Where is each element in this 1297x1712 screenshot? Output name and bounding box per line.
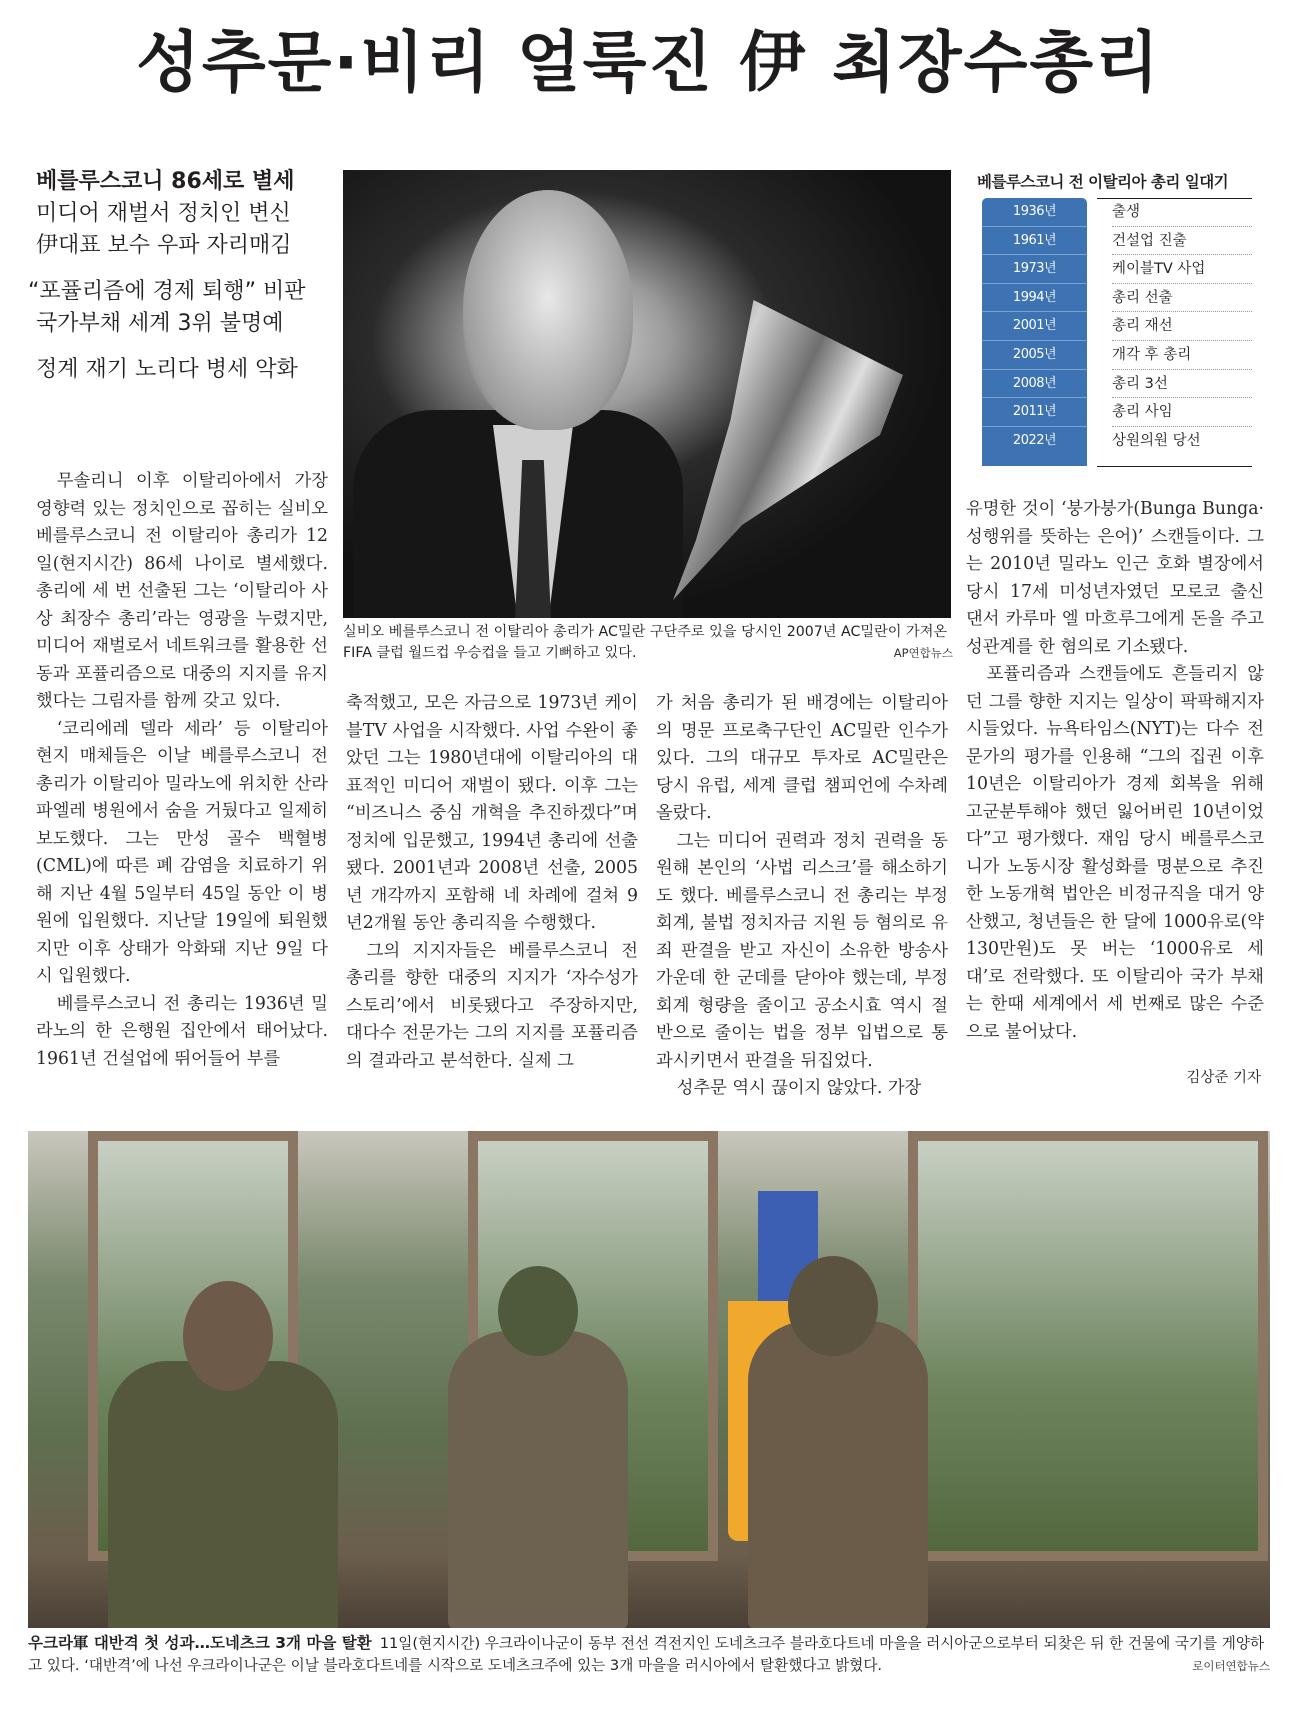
main-photo-credit: AP연합뉴스 (893, 646, 953, 660)
soldier-right-helmet (788, 1256, 878, 1356)
timeline-event: 상원의원 당선 (1112, 432, 1201, 449)
timeline-event: 총리 사임 (1112, 398, 1252, 427)
timeline-event: 출생 (1112, 198, 1252, 227)
timeline-event: 개각 후 총리 (1112, 341, 1252, 370)
subhead-1: 베를루스코니 86세로 별세 (36, 169, 295, 194)
timeline-row (980, 341, 1260, 370)
timeline-row (980, 198, 1260, 227)
article-paragraph: ‘코리에레 델라 세라’ 등 이탈리아 현지 매체들은 이날 베를루스코니 전 총리가 이탈리아 밀라노에 위치한 산라파엘레 병원에서 숨을 거뒀다고 일제히 보도했다. 그는 만성 골수 백혈병(CML)에 따른 폐 감염을 치료하기 위해 지난 4월 5일부터 45일 동안 이 병원에 입원했다. 지난달 19일에 퇴원했지만 이후 상태가 악화돼 지난 9일 다시 입원했다. (36, 718, 328, 986)
timeline-year: 1961년 (982, 227, 1087, 256)
timeline-event: 건설업 진출 (1112, 227, 1252, 256)
article-column-2 (346, 690, 638, 1075)
timeline-box (977, 170, 1260, 449)
timeline-year: 1994년 (982, 284, 1087, 313)
timeline-year: 2001년 (982, 312, 1087, 341)
timeline-year: 2008년 (982, 370, 1087, 399)
ukraine-flag-photo (28, 1131, 1270, 1628)
timeline-event: 총리 3선 (1112, 370, 1252, 399)
timeline-row (980, 284, 1260, 313)
article-column-4 (966, 496, 1264, 1046)
article-column-3 (656, 690, 948, 1103)
timeline-row (980, 370, 1260, 399)
bottom-photo-caption (28, 1632, 1270, 1677)
timeline-row (980, 255, 1260, 284)
article-paragraph: 포퓰리즘과 스캔들에도 흔들리지 않던 그를 향한 지지는 일상이 팍팍해지자 시들었다. 뉴욕타임스(NYT)는 다수 전문가의 평가를 인용해 “그의 집권 이후 10년은 이탈리아가 경제 회복을 위해 고군분투해야 했던 잃어버린 10년이었다”고 평가했다. 재임 당시 베를루스코니가 노동시장 활성화를 명분으로 추진한 노동개혁 법안은 비정규직을 대거 양산했고, 청년들은 한 달에 1000유로(약 130만원)도 못 버는 ‘1000유로 세대’로 전락했다. 또 이탈리아 국가 부채는 한때 세계에서 세 번째로 많은 수준으로 불어났다. (966, 664, 1264, 1042)
subhead-4: “포퓰리즘에 경제 퇴행” 비판 (28, 279, 306, 304)
article-paragraph: 성추문 역시 끊이지 않았다. 가장 (676, 1078, 922, 1098)
timeline-bottom-rule (1097, 466, 1252, 467)
timeline-title: 베를루스코니 전 이탈리아 총리 일대기 (977, 173, 1229, 191)
soldier-left-head (183, 1281, 273, 1391)
article-paragraph: 베를루스코니 전 총리는 1936년 밀라노의 한 은행원 집안에서 태어났다. 1961년 건설업에 뛰어들어 부를 (36, 993, 328, 1069)
subhead-2: 미디어 재벌서 정치인 변신 (36, 201, 291, 226)
photo-window-shape (908, 1131, 1268, 1561)
soldier-middle-helmet (498, 1266, 578, 1356)
main-photo-caption-text: 실비오 베를루스코니 전 이탈리아 총리가 AC밀란 구단주로 있을 당시인 2007년 AC밀란이 가져온 FIFA 클럽 월드컵 우승컵을 들고 기뻐하고 있다. (343, 624, 948, 661)
timeline-event: 총리 선출 (1112, 284, 1252, 313)
byline: 김상준 기자 (1186, 1070, 1261, 1086)
subhead-5: 국가부채 세계 3위 불명예 (36, 311, 284, 336)
bottom-photo-caption-text: 11일(현지시간) 우크라이나군이 동부 전선 격전지인 도네츠크주 블라호다트네 마을을 러시아군으로부터 되찾은 뒤 한 건물에 국기를 게양하고 있다. ‘대반격’에 나선 우크라이나군은 이날 블라호다트네를 시작으로 도네츠크주에 있는 3개 마을을 러시아에서 탈환했다고 밝혔다. (28, 1635, 1265, 1674)
soldier-middle (448, 1331, 628, 1628)
timeline-year: 1973년 (982, 255, 1087, 284)
article-paragraph: 유명한 것이 ‘붕가붕가(Bunga Bunga·성행위를 뜻하는 은어)’ 스캔들이다. 그는 2010년 밀라노 인근 호화 별장에서 당시 17세 미성년자였던 모로코 출신 댄서 카루마 엘 마흐루그에게 돈을 주고 성관계를 한 혐의로 기소됐다. (966, 499, 1264, 657)
bottom-photo-credit: 로이터연합뉴스 (1192, 1659, 1270, 1673)
article-paragraph: 그의 지지자들은 베를루스코니 전 총리를 향한 대중의 지지가 ‘자수성가 스토리’에서 비롯됐다고 주장하지만, 대다수 전문가는 그의 지지를 포퓰리즘의 결과라고 분석한다. 실제 그 (346, 940, 638, 1071)
main-photo-caption (343, 622, 953, 664)
article-paragraph: 축적했고, 모은 자금으로 1973년 케이블TV 사업을 시작했다. 사업 수완이 좋았던 그는 1980년대에 이탈리아의 대표적인 미디어 재벌이 됐다. 이후 그는 “비즈니스 중심 개혁을 추진하겠다”며 정치에 입문했고, 1994년 총리에 선출됐다. 2001년과 2008년 선출, 2005년 개각까지 포함해 네 차례에 걸쳐 9년2개월 동안 총리직을 수행했다. (346, 693, 638, 933)
soldier-left (108, 1361, 338, 1628)
timeline-row (980, 227, 1260, 256)
timeline-year: 1936년 (982, 198, 1087, 227)
timeline-row (980, 427, 1260, 456)
bottom-photo-title: 우크라軍 대반격 첫 성과…도네츠크 3개 마을 탈환 (28, 1634, 372, 1652)
photo-face-shape (463, 190, 633, 430)
subhead-6: 정계 재기 노리다 병세 악화 (36, 357, 298, 382)
headline: 성추문·비리 얼룩진 伊 최장수총리 (136, 24, 1161, 101)
photo-trophy-shape (673, 300, 903, 600)
berlusconi-photo (343, 170, 951, 618)
timeline-row (980, 398, 1260, 427)
timeline-row (980, 312, 1260, 341)
article-paragraph: 무솔리니 이후 이탈리아에서 가장 영향력 있는 정치인으로 꼽히는 실비오 베를루스코니 전 이탈리아 총리가 12일(현지시간) 86세 나이로 별세했다. 총리에 세 번 선출된 그는 ‘이탈리아 사상 최장수 총리’라는 영광을 누렸지만, 미디어 재벌로서 네트워크를 활용한 선동과 포퓰리즘으로 대중의 지지를 유지했다는 그림자를 함께 갖고 있다. (36, 471, 328, 711)
article-column-1 (36, 468, 328, 1073)
timeline-event: 총리 재선 (1112, 312, 1252, 341)
timeline-year: 2005년 (982, 341, 1087, 370)
article-paragraph: 그는 미디어 권력과 정치 권력을 동원해 본인의 ‘사법 리스크’를 해소하기도 했다. 베를루스코니 전 총리는 부정회계, 불법 정치자금 지원 등 혐의로 유죄 판결을 받고 자신이 소유한 방송사 가운데 한 군데를 닫아야 했는데, 부정회계 형량을 줄이고 공소시효 역시 절반으로 줄이는 법을 정부 입법으로 통과시키면서 판결을 뒤집었다. (656, 830, 948, 1071)
subheadlines (28, 166, 326, 386)
article-paragraph: 가 처음 총리가 된 배경에는 이탈리아의 명문 프로축구단인 AC밀란 인수가 있다. 그의 대규모 투자로 AC밀란은 당시 유럽, 세계 클럽 챔피언에 수차례 올랐다. (656, 693, 948, 823)
timeline-year: 2022년 (1012, 432, 1057, 448)
soldier-right (748, 1321, 928, 1628)
timeline-event: 케이블TV 사업 (1112, 255, 1252, 284)
timeline-year: 2011년 (982, 398, 1087, 427)
subhead-3: 伊대표 보수 우파 자리매김 (36, 233, 292, 258)
